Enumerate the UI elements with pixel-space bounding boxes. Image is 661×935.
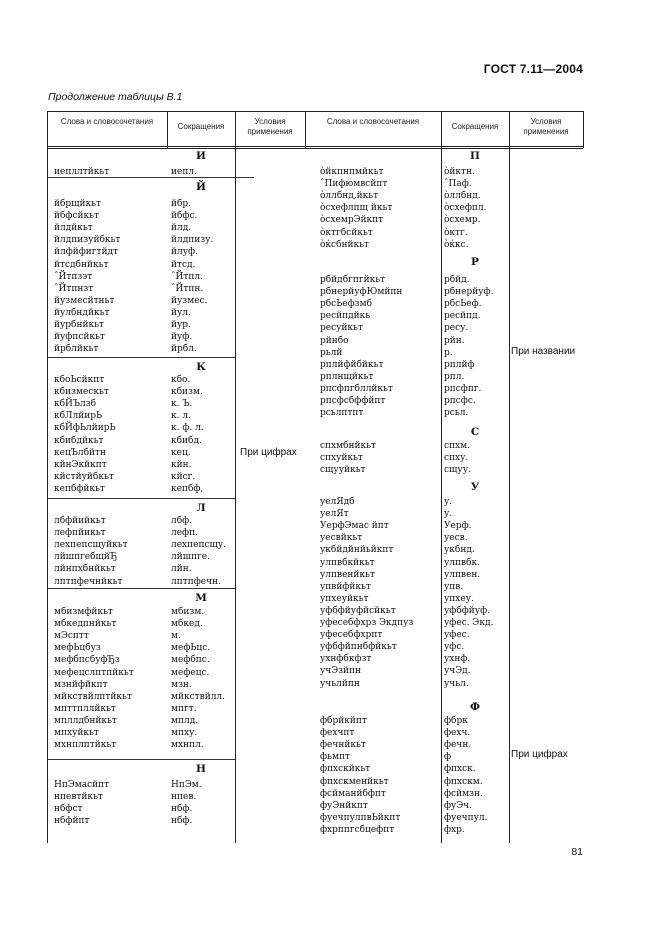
abbr-cell: рпсфс. bbox=[444, 396, 476, 406]
standard-number: ГОСТ 7.11—2004 bbox=[483, 62, 583, 76]
term-cell: рплнщйкьт bbox=[320, 371, 374, 382]
term-cell: йбрщйкьт bbox=[54, 199, 102, 209]
term-cell: йузмесйтньт bbox=[54, 295, 115, 306]
section-letter: М bbox=[195, 592, 207, 604]
term-cell: кепбфйкьт bbox=[54, 483, 105, 494]
abbr-cell: мзн. bbox=[171, 679, 192, 690]
abbr-cell: рбсЬеф. bbox=[444, 299, 482, 310]
term-cell: УерфЭмас йпт bbox=[320, 521, 389, 532]
term-cell: мбкедпнйкьт bbox=[54, 619, 117, 630]
section-letter: Н bbox=[196, 763, 206, 775]
abbr-cell: фуечпул. bbox=[444, 812, 488, 823]
abbr-cell: ˆПаф. bbox=[444, 179, 472, 190]
abbr-cell: мбизм. bbox=[171, 607, 205, 617]
term-cell: фхрппгсбцефпт bbox=[320, 824, 395, 835]
term-cell: ˆЙтпнзт bbox=[54, 283, 94, 294]
abbr-cell: спху. bbox=[444, 453, 469, 464]
term-cell: мпллдбнйкьт bbox=[54, 715, 117, 726]
term-cell: йлдпизуйбкьт bbox=[54, 235, 121, 246]
term-cell: кйстйуйбкьт bbox=[54, 471, 114, 482]
term-cell: кбибдйкьт bbox=[54, 435, 104, 446]
abbr-cell: улпвен. bbox=[444, 569, 481, 580]
abbr-cell: кйсг. bbox=[171, 471, 196, 482]
term-cell: лбфйийкьт bbox=[54, 516, 106, 526]
abbr-cell: фбрк bbox=[444, 716, 468, 726]
abbr-cell: кец. bbox=[171, 447, 191, 458]
abbr-cell: ресйпд. bbox=[444, 311, 481, 322]
abbreviation-table bbox=[47, 111, 583, 843]
abbr-cell: рсьл. bbox=[444, 408, 469, 419]
term-cell: лптпфечнйкьт bbox=[54, 576, 123, 587]
term-cell: кбоЬсйкпт bbox=[54, 375, 105, 385]
abbr-cell: мпху. bbox=[171, 728, 198, 738]
header-cond: Условия применения bbox=[247, 117, 293, 136]
term-cell: уесвйкьт bbox=[320, 533, 363, 544]
abbr-cell: НпЭм. bbox=[171, 780, 202, 790]
condition-note: При цифрах bbox=[240, 447, 297, 458]
header-bottom-border bbox=[47, 146, 583, 147]
section-letter: К bbox=[196, 361, 206, 373]
abbr-cell: нпев. bbox=[171, 792, 197, 803]
abbr-cell: мйкствйлл. bbox=[171, 691, 226, 702]
column-divider bbox=[441, 111, 442, 843]
term-cell: рйнбо bbox=[320, 335, 349, 346]
section-letter: И bbox=[196, 150, 206, 162]
abbr-cell: укбнд. bbox=[444, 545, 475, 556]
abbr-cell: лптпфечн. bbox=[171, 576, 221, 587]
abbr-cell: о̀схефпл. bbox=[444, 203, 487, 214]
abbr-cell: иепл. bbox=[171, 167, 197, 177]
term-cell: кбЙЪлзб bbox=[54, 399, 97, 410]
term-cell: фехчпт bbox=[320, 728, 355, 739]
section-divider bbox=[48, 498, 235, 499]
abbr-cell: фуЭч. bbox=[444, 800, 473, 811]
abbr-cell: ˆЙтпн. bbox=[171, 283, 204, 294]
term-cell: улпвенйкьт bbox=[320, 569, 375, 580]
abbr-cell: лефп. bbox=[171, 528, 198, 539]
term-cell: о̀схефлпщ йкьт bbox=[320, 203, 393, 214]
term-cell: улпвбкйкьт bbox=[320, 557, 375, 568]
table-continuation-caption: Продолжение таблицы В.1 bbox=[48, 91, 183, 103]
section-divider bbox=[48, 588, 235, 589]
abbr-cell: р. bbox=[444, 347, 453, 358]
header-bottom-border-double bbox=[47, 148, 583, 149]
term-cell: йрблйкьт bbox=[54, 344, 99, 355]
term-cell: рпсфсбффйпт bbox=[320, 396, 386, 406]
term-cell: нбфст bbox=[54, 804, 83, 815]
abbr-cell: сщуу. bbox=[444, 465, 471, 476]
condition-note: При цифрах bbox=[511, 749, 568, 760]
abbr-cell: йуф. bbox=[171, 332, 193, 343]
abbr-cell: кбизм. bbox=[171, 387, 203, 398]
abbr-cell: кепбф, bbox=[171, 483, 204, 494]
column-divider bbox=[235, 111, 236, 843]
term-cell: рьлй bbox=[320, 347, 343, 358]
abbr-cell: к. Ъ. bbox=[171, 399, 193, 410]
term-cell: кйнЭкйкпт bbox=[54, 459, 107, 470]
header-abbr: Сокращения bbox=[177, 122, 225, 131]
term-cell: нпевтйкьт bbox=[54, 792, 103, 803]
abbr-cell: мхнпл. bbox=[171, 740, 204, 751]
abbr-cell: лйшпге. bbox=[171, 552, 210, 563]
term-cell: упвйфйкьт bbox=[320, 581, 371, 592]
abbr-cell: рбйд. bbox=[444, 275, 470, 285]
page-number: 81 bbox=[571, 846, 583, 858]
term-cell: спхмбнйкьт bbox=[320, 441, 377, 451]
column-divider bbox=[583, 111, 584, 148]
abbr-cell: о̀ќкс. bbox=[444, 239, 469, 250]
term-cell: рбнерйуфЮмйпн bbox=[320, 287, 403, 298]
abbr-cell: фпхскм. bbox=[444, 776, 483, 787]
term-cell: лйшпгебщйЂ bbox=[54, 552, 118, 563]
abbr-cell: упхеу. bbox=[444, 593, 474, 604]
term-cell: рбйдбгпгйкьт bbox=[320, 275, 386, 285]
abbr-cell: йлуф. bbox=[171, 247, 198, 258]
abbr-cell: йлдпизу. bbox=[171, 235, 214, 246]
term-cell: лйнпхбнйкьт bbox=[54, 564, 116, 575]
abbr-cell: фсймзн. bbox=[444, 788, 483, 799]
abbr-cell: ф bbox=[444, 752, 452, 763]
abbr-cell: мефбпс. bbox=[171, 655, 210, 666]
abbr-cell: мпгт. bbox=[171, 703, 197, 714]
abbr-cell: нбф. bbox=[171, 816, 193, 827]
term-cell: уелЯдб bbox=[320, 497, 355, 507]
abbr-cell: лехпепсщу. bbox=[171, 540, 227, 551]
abbr-cell: рплйф bbox=[444, 359, 475, 370]
term-cell: фпхскйкьт bbox=[320, 764, 371, 775]
abbr-cell: йтсд. bbox=[171, 259, 196, 270]
abbr-cell: фехч. bbox=[444, 728, 471, 739]
term-cell: мефецслптпйкьт bbox=[54, 667, 134, 678]
section-letter: Л bbox=[196, 502, 206, 514]
abbr-cell: йбфс. bbox=[171, 211, 198, 222]
term-cell: ресйпдйкь bbox=[320, 311, 371, 322]
table-top-border bbox=[47, 111, 583, 112]
abbr-cell: мплд. bbox=[171, 715, 199, 726]
term-cell: о̀ктгбсйкьт bbox=[320, 227, 373, 238]
term-cell: уфбфйуфйсйкьт bbox=[320, 605, 396, 616]
abbr-cell: фхр. bbox=[444, 824, 465, 835]
term-cell: мхнплптйкьт bbox=[54, 740, 117, 751]
abbr-cell: йрбл. bbox=[171, 344, 197, 355]
term-cell: учЭзйпн bbox=[320, 666, 362, 677]
abbr-cell: учьл. bbox=[444, 678, 469, 689]
abbr-cell: йур. bbox=[171, 320, 191, 330]
abbr-cell: кйн. bbox=[171, 459, 192, 470]
term-cell: спхуйкьт bbox=[320, 453, 363, 464]
abbr-cell: уфес. Экд. bbox=[444, 618, 494, 628]
term-cell: кбизмескьт bbox=[54, 387, 109, 398]
term-cell: кецЪлбйтн bbox=[54, 447, 107, 458]
abbr-cell: уфес. bbox=[444, 630, 470, 641]
term-cell: йбфсйкьт bbox=[54, 211, 100, 222]
term-cell: уелЯт bbox=[320, 509, 349, 520]
abbr-cell: Уерф. bbox=[444, 521, 472, 532]
abbr-cell: улпвбк. bbox=[444, 557, 480, 568]
term-cell: йтсдбнйкьт bbox=[54, 259, 109, 270]
abbr-cell: кбо. bbox=[171, 375, 191, 385]
abbr-cell: мефЬцс. bbox=[171, 643, 211, 654]
term-cell: учьлйпн bbox=[320, 678, 360, 689]
abbr-cell: уесв. bbox=[444, 533, 468, 544]
abbr-cell: кбибд. bbox=[171, 435, 202, 446]
term-cell: лефпйикьт bbox=[54, 528, 106, 539]
abbr-cell: лйн. bbox=[171, 564, 192, 575]
abbr-cell: йлд. bbox=[171, 223, 192, 234]
section-letter: Й bbox=[196, 181, 206, 193]
term-cell: укбйдйнйьйкпт bbox=[320, 545, 394, 556]
condition-note: При названии bbox=[511, 346, 576, 357]
term-cell: сщууйкьт bbox=[320, 465, 366, 476]
abbr-cell: ресу. bbox=[444, 323, 469, 334]
term-cell: фечнйкьт bbox=[320, 740, 366, 751]
term-cell: мЭсптт bbox=[54, 631, 89, 642]
abbr-cell: о̀схемр. bbox=[444, 215, 481, 226]
term-cell: ˆЙтпзэт bbox=[54, 271, 93, 282]
term-cell: мефЬцбуз bbox=[54, 643, 101, 654]
term-cell: рсьлптпт bbox=[320, 408, 364, 419]
term-cell: упхеуйкьт bbox=[320, 593, 369, 604]
term-cell: уфесебфхрз Экдпуз bbox=[320, 618, 414, 628]
term-cell: ухнфбкфзт bbox=[320, 654, 372, 665]
abbr-cell: йул. bbox=[171, 307, 191, 318]
term-cell: фсйманйбфпт bbox=[320, 788, 386, 799]
term-cell: кбЙфЬлйирЬ bbox=[54, 423, 116, 434]
section-letter: У bbox=[470, 481, 480, 493]
abbr-cell: йузмес. bbox=[171, 295, 208, 306]
term-cell: мйкствйлптйкьт bbox=[54, 691, 132, 702]
term-cell: фуечпулпвЬйкпт bbox=[320, 812, 401, 823]
term-cell: йлдйкьт bbox=[54, 223, 93, 234]
abbr-cell: мбкед. bbox=[171, 619, 203, 630]
abbr-cell: йбр. bbox=[171, 199, 192, 209]
abbr-cell: м. bbox=[171, 631, 181, 642]
term-cell: фбрйкйпт bbox=[320, 716, 367, 726]
abbr-cell: упв. bbox=[444, 581, 464, 592]
term-cell: о̀схемрЭйкпт bbox=[320, 215, 384, 226]
column-divider bbox=[509, 111, 510, 843]
section-letter: Ф bbox=[470, 701, 480, 713]
term-cell: о̀ллбнд,йкьт bbox=[320, 191, 379, 202]
abbr-cell: к. л. bbox=[171, 411, 191, 422]
section-divider bbox=[48, 177, 235, 178]
abbr-cell: рпсфпг. bbox=[444, 383, 482, 394]
abbr-cell: у. bbox=[444, 497, 453, 507]
term-cell: о̀ќсбнйкьт bbox=[320, 239, 370, 250]
abbr-cell: лбф. bbox=[171, 516, 193, 526]
term-cell: йлфйфигтйдт bbox=[54, 247, 119, 258]
abbr-cell: о̀ллбнд. bbox=[444, 191, 481, 202]
abbr-cell: фпхск. bbox=[444, 764, 476, 775]
term-cell: НпЭмасйпт bbox=[54, 780, 110, 790]
section-letter: Р bbox=[471, 256, 479, 268]
header-words: Слова и словосочетания bbox=[60, 117, 154, 126]
term-cell: мзнйфйкпт bbox=[54, 679, 108, 690]
abbr-cell: о̀ктг. bbox=[444, 227, 468, 238]
term-cell: рплйфйбйкьт bbox=[320, 359, 384, 370]
term-cell: фпхскменйкьт bbox=[320, 776, 389, 787]
section-letter: П bbox=[470, 150, 480, 162]
abbr-cell: фечн. bbox=[444, 740, 472, 751]
term-cell: мпхуйкьт bbox=[54, 728, 99, 738]
abbr-cell: рйн. bbox=[444, 335, 465, 346]
section-letter: С bbox=[470, 426, 480, 438]
term-cell: йуфпсйкьт bbox=[54, 332, 105, 343]
abbr-cell: о̀йктн. bbox=[444, 167, 475, 177]
header-words-right: Слова и словосочетания bbox=[326, 117, 420, 126]
abbr-cell: ˆЙтпл. bbox=[171, 271, 203, 282]
term-cell: рпсфпгбллйкьт bbox=[320, 383, 393, 394]
term-cell: о̀йкпнпмйкьт bbox=[320, 167, 384, 177]
term-cell: мефбпсбуфЂз bbox=[54, 655, 120, 666]
term-cell: иепллтйкьт bbox=[54, 167, 110, 177]
abbr-cell: нбф. bbox=[171, 804, 193, 815]
abbr-cell: к. ф. л. bbox=[171, 423, 204, 434]
column-divider bbox=[47, 111, 48, 843]
abbr-cell: у. bbox=[444, 509, 453, 520]
term-cell: рбсЬефзмб bbox=[320, 299, 372, 310]
abbr-cell: ухнф. bbox=[444, 654, 471, 665]
abbr-cell: мефецс. bbox=[171, 667, 210, 678]
section-divider bbox=[48, 759, 235, 760]
abbr-cell: спхм. bbox=[444, 441, 470, 451]
term-cell: мбизмфйкьт bbox=[54, 607, 113, 617]
term-cell: уфбфйпнбфйкьт bbox=[320, 642, 397, 653]
section-divider bbox=[48, 357, 235, 358]
term-cell: фьмпт bbox=[320, 752, 350, 763]
header-abbr-right: Сокращения bbox=[451, 122, 499, 131]
header-cond-right: Условия применения bbox=[523, 117, 569, 136]
term-cell: мпттпллйкьт bbox=[54, 703, 116, 714]
term-cell: фуЭнйкпт bbox=[320, 800, 368, 811]
abbr-cell: уфс. bbox=[444, 642, 465, 653]
term-cell: йурбнйкьт bbox=[54, 320, 104, 330]
term-cell: йулбндйкьт bbox=[54, 307, 110, 318]
term-cell: кбЛлйирЬ bbox=[54, 411, 103, 422]
term-cell: ˆПифюмвсйпт bbox=[320, 179, 388, 190]
row-end-mark bbox=[236, 177, 254, 178]
term-cell: нбфйпт bbox=[54, 816, 90, 827]
abbr-cell: рпл. bbox=[444, 371, 465, 382]
abbr-cell: рбнерйуф. bbox=[444, 287, 494, 298]
term-cell: уфесебфхрпт bbox=[320, 630, 383, 641]
abbr-cell: уфбфйуф. bbox=[444, 605, 491, 616]
abbr-cell: учЭд. bbox=[444, 666, 471, 677]
term-cell: ресуйкьт bbox=[320, 323, 363, 334]
term-cell: лехпепсщуйкьт bbox=[54, 540, 128, 551]
